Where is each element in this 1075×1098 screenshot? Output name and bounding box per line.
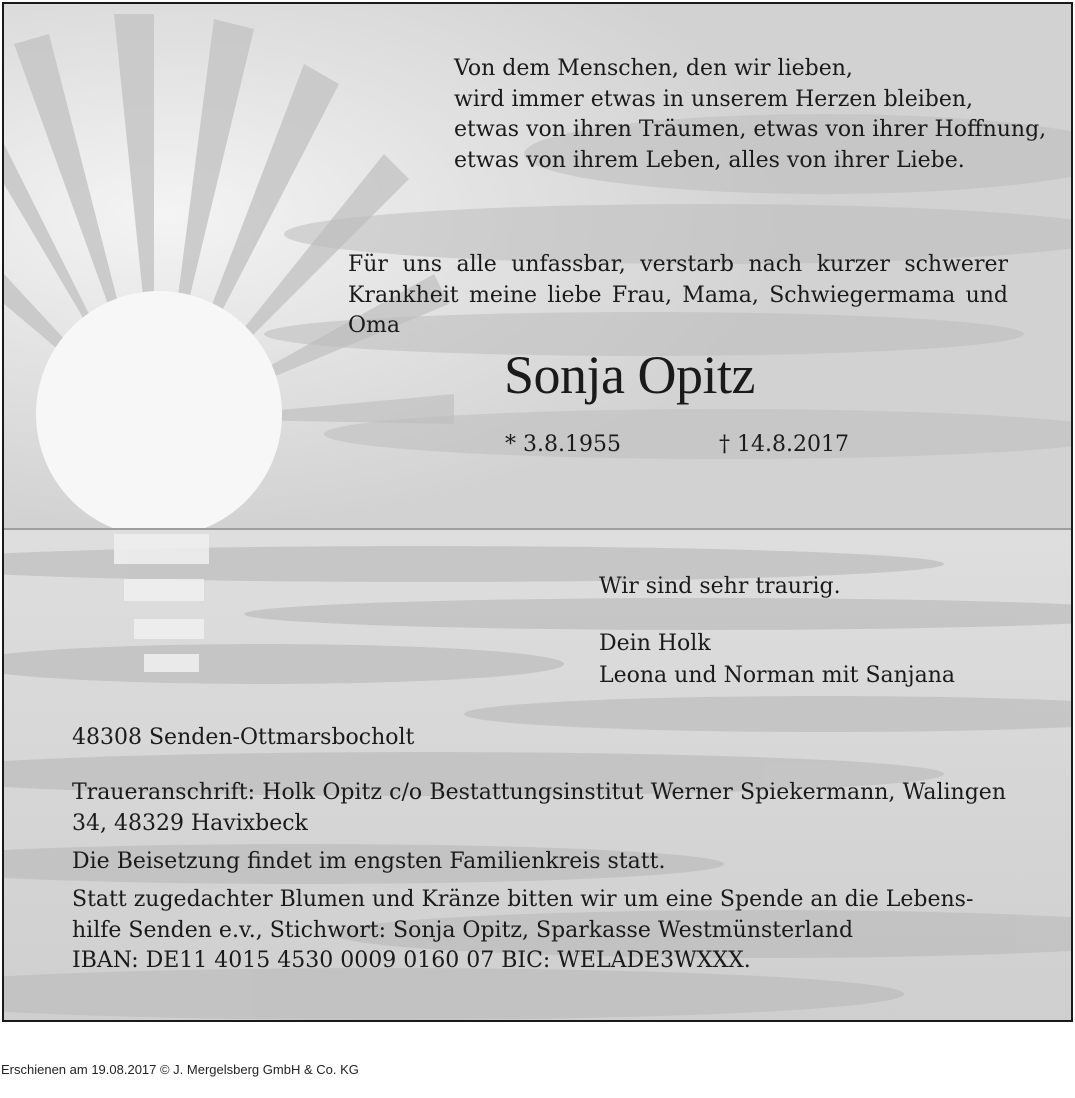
donation-request xyxy=(72,885,1006,977)
memorial-verse xyxy=(454,54,1046,176)
verse-line: etwas von ihren Träumen, etwas von ihrer Hoffnung, xyxy=(454,117,1047,142)
sun xyxy=(36,291,282,537)
verse-line: wird immer etwas in unserem Herzen bleiben, xyxy=(454,86,974,112)
place: 48308 Senden-Ottmarsbocholt xyxy=(72,725,415,750)
life-dates xyxy=(505,430,849,460)
burial-note: Die Beisetzung findet im engsten Familienkreis statt. xyxy=(72,849,666,874)
mourning-address: Traueranschrift: Holk Opitz c/o Bestattungsinstitut Werner Spiekermann, Walingen 34, 48329 Havixbeck xyxy=(72,780,1006,836)
obituary-notice xyxy=(2,2,1073,1022)
donation-line: Statt zugedachter Blumen und Kränze bitten wir um eine Spende an die Lebens- xyxy=(72,887,974,912)
donation-line: hilfe Senden e.v., Stichwort: Sonja Opitz, Sparkasse Westmünsterland xyxy=(72,917,854,943)
donation-line: IBAN: DE11 4015 4530 0009 0160 07 BIC: WELADE3WXXX. xyxy=(72,948,751,973)
death-date: † 14.8.2017 xyxy=(719,432,849,457)
family-signatures xyxy=(599,628,955,692)
mourning-line: Wir sind sehr traurig. xyxy=(599,574,841,599)
verse-line: etwas von ihrem Leben, alles von ihrer Liebe. xyxy=(454,147,965,173)
family-member: Leona und Norman mit Sanjana xyxy=(599,663,956,688)
death-announcement: Für uns alle unfassbar, verstarb nach kurzer schwerer Krankheit meine liebe Frau, Mama, Schwiegermama und Oma xyxy=(348,252,1008,338)
birth-date: * 3.8.1955 xyxy=(505,432,621,457)
family-member: Dein Holk xyxy=(599,631,711,656)
publication-footer: Erschienen am 19.08.2017 © J. Mergelsberg GmbH & Co. KG xyxy=(1,1062,359,1077)
verse-line: Von dem Menschen, den wir lieben, xyxy=(454,56,853,81)
deceased-name: Sonja Opitz xyxy=(504,345,755,405)
